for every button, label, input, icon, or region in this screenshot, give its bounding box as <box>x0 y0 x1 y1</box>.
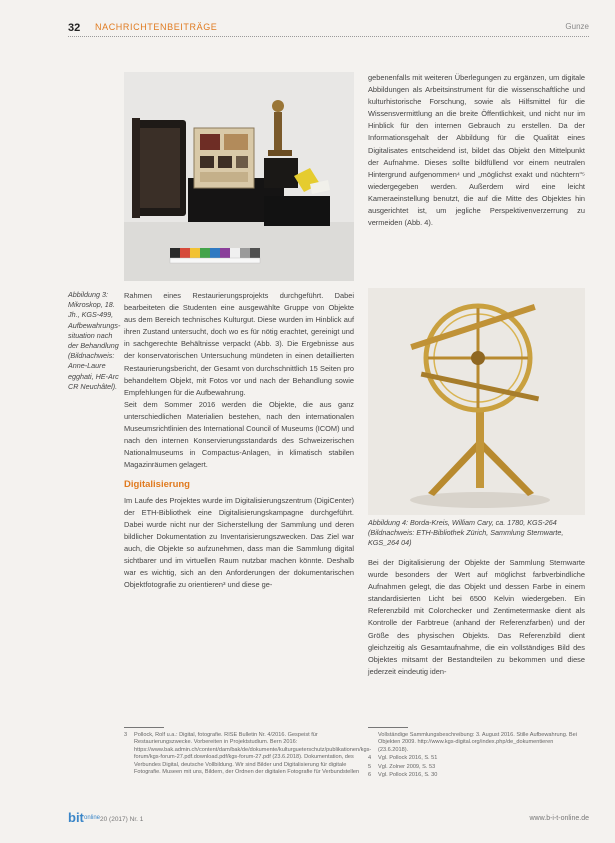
footnote-number <box>368 732 378 754</box>
figure-4-caption: Abbildung 4: Borda-Kreis, William Cary, ca. 1780, KGS-264 (Bildnachweis: ETH-Bibliothek Zürich, Sammlung Sternwarte, KGS_264 04) <box>368 518 564 548</box>
left-column <box>124 290 354 591</box>
section-heading: Digitalisierung <box>124 479 190 491</box>
footnote-text: Vollständige Sammlungsbeschreibung: 3. August 2016. Stille Aufbewahrung. Bei Objekten 2009. http://www.kgs-digital.org/index.php/de_dokumentieren (23.6.2018). <box>378 732 578 753</box>
footnote-text: Vgl. Pollock 2016, S. 30 <box>378 772 438 779</box>
footnote-divider <box>368 727 408 728</box>
footnote-text: Vgl. Zolner 2009, S. 53 <box>378 763 436 770</box>
figure-4-photo <box>368 288 585 515</box>
footnote-number: 4 <box>368 755 372 762</box>
footnotes-right <box>368 732 585 780</box>
footnote <box>368 755 585 762</box>
header-divider <box>68 36 589 37</box>
footnote <box>368 732 585 754</box>
footer-issue: 20 (2017) Nr. 1 <box>100 816 144 823</box>
figure-3-photo <box>124 72 354 281</box>
footer-url-link[interactable]: www.b-i-t-online.de <box>529 815 589 822</box>
body-paragraph: Im Laufe des Projektes wurde im Digitalisierungszentrum (DigiCenter) der ETH-Bibliothek eine Digitalisierungskampagne durchgeführt. Dabei wurde nicht nur der Sicherstellung der Sammlung und deren bildlicher Dokumentation zu Inventarisierungszwecken. Das Ziel war auch, die Objekte so aufzunehmen, dass man die Sammlung digital sichtbarer und im virtuellen Raum nutzbar machen könnte. Deshalb war es wichtig, sich an den Anforderungen der dokumentarischen Objektfotografie zu orientieren³ und diese ge- <box>124 495 354 590</box>
figure-3-caption: Abbildung 3: Mikroskop, 18. Jh., KGS-499, Aufbewahrungs-situation nach der Behandlung (Bildnachweis: Anne-Laure egghati, HE-Arc CR Neuchâtel). <box>68 290 121 391</box>
footnote-text: Pollock, Rolf u.a.: Digital, fotografie. RISE Bulletin Nr. 4/2016. Gespeist für Restaurierungszwecke. Vorbereiten in Projektstudium. Bern 2016: https://www.bak.admin.ch/content/dam/bak/de/dokumente/kulturgueterschutz/publikationen/kgs-forum/kgs-forum-27.pdf.download.pdf/kgs-forum-27.pdf (23.6.2018). Dokumentation, des Verbundes Digital, deutsche Vollbildung. Wir sind Bilder und Digitalisierung für digitale Fotografie. Museen mit uns, Bildern, der Ordnen der digitalen Fotografie für Verbundstellen <box>134 732 372 776</box>
body-paragraph: Seit dem Sommer 2016 werden die Objekte, die aus ganz unterschiedlichen Materialien bestehen, nach den internationalen Museumsrichtlinien des International Council of Museums (ICOM) und nach den internen Konservierungsstandards des Schweizerischen Nationalmuseums in Compactus-Anlagen, in klimatisch stabilen Magazinräumen gelagert. <box>124 399 354 470</box>
footnote <box>124 732 372 776</box>
body-paragraph: Rahmen eines Restaurierungsprojekts durchgeführt. Dabei bearbeiteten die Studenten eine ausgewählte Gruppe von Objekte aus dem Bereich technisches Kulturgut. Diese wurden im Hinblick auf ihren Zustand untersucht, doch wo es für nötig erachtet, gereinigt und in sachgerechte Behältnisse verpackt (Abb. 3). Die Ergebnisse aus der konservatorischen Untersuchung mündeten in einen detaillierten Restaurierungsbericht, der Gesamt von durchschnittlich 15 Seiten pro behandeltem Objekt, mit Fotos vor und nach der Behandlung sowie Empfehlungen für die Aufbewahrung. <box>124 291 354 397</box>
footnotes-left <box>124 732 372 777</box>
footnote-number: 3 <box>124 732 128 738</box>
page-number: 32 <box>68 22 81 34</box>
footnote <box>368 764 585 771</box>
footnote-number: 6 <box>368 772 372 779</box>
footer-logo: bit <box>68 810 84 825</box>
footnote <box>368 772 585 779</box>
right-column-bottom <box>368 557 585 678</box>
right-column-top <box>368 72 585 229</box>
footnote-number: 5 <box>368 763 372 770</box>
body-paragraph: Bei der Digitalisierung der Objekte der Sammlung Sternwarte wurde besonders der Wert auf möglichst farbverbindliche Aufnahmen gelegt, die das Objekt und dessen Farbe in einem standardisierten Licht bei 6500 Kelvin wiedergeben. Ein Referenzbild mit Colorchecker und Zentimetermaske dient als Kontrolle der Farbtreue (anhand der Referenzfarben) und der Größe des physischen Objekts. Das Referenzbild dient gleichzeitig als Gesamtaufnahme, die ein vollständiges Bild des Objektes mitsamt der Bestandteilen zu bekommen und diese jederzeit eindeutig iden- <box>368 558 585 676</box>
header-right-label: Gunze <box>565 22 589 31</box>
footer-logo-suffix: online <box>84 815 101 821</box>
footnote-divider <box>124 727 164 728</box>
footnote-text: Vgl. Pollock 2016, S. 51 <box>378 755 438 762</box>
body-paragraph: gebenenfalls mit weiteren Überlegungen zu ergänzen, um digitale Abbildungen als Arbeitsinstrument für die wissenschaftliche und kulturhistorische Forschung, sowie als Hilfsmittel für die Wissensvermittlung an die breite Öffentlichkeit, und nicht nur im Hinblick für den internen Gebrauch zu erstellen. Da der Informationsgehalt der Abbildung für die Qualität eines Digitalisates entscheidend ist, bildet das Objekt den Mittelpunkt der Aufnahme. Dieses sollte bildfüllend vor einem neutralen Hintergrund aufgenommen⁴ und „möglichst exakt und nüchtern“⁵ wiedergegeben werden. Außerdem wird eine leicht Kameraeinstellung benutzt, die auf die Mitte des Objektes hin ausgerichtet ist, um jegliche Perspektivenverzerrung zu vermeiden (Abb. 4). <box>368 73 585 228</box>
section-title: NACHRICHTENBEITRÄGE <box>95 22 218 32</box>
